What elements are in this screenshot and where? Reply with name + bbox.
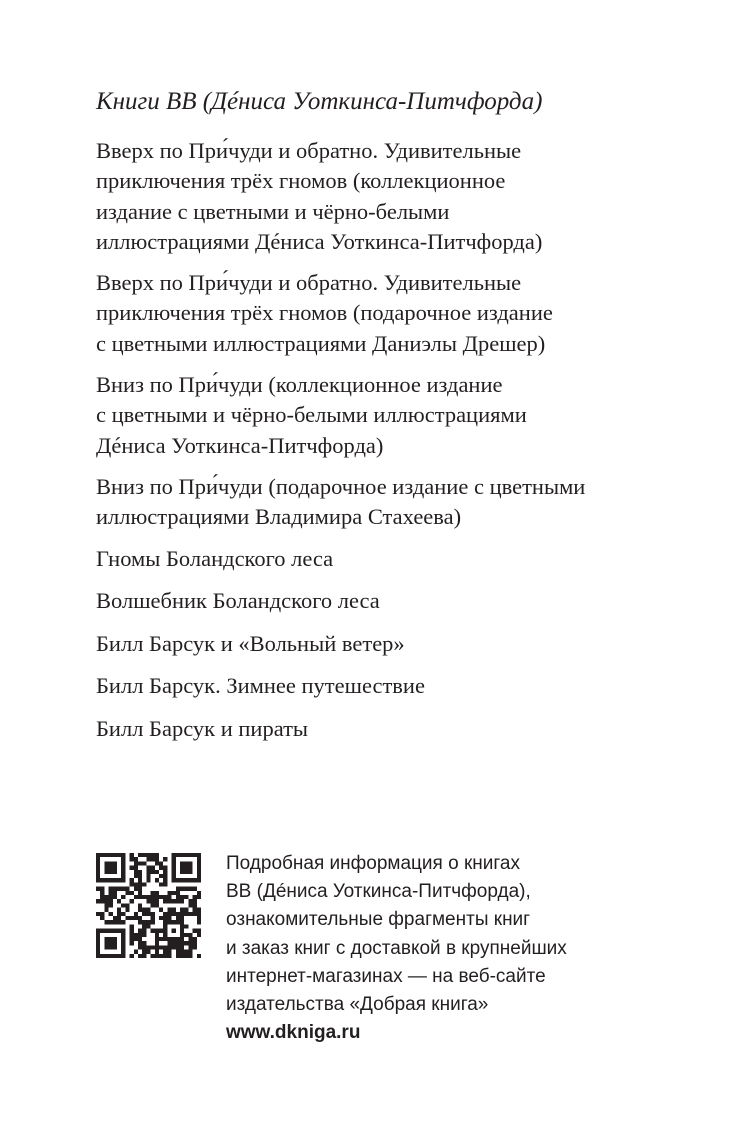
book-title-line: иллюстрациями Дéниса Уоткинса-Питчфорда) [96, 228, 543, 254]
book-title-line: Вниз по При́чуди (подарочное издание с цветными [96, 473, 586, 499]
book-item [96, 671, 676, 701]
book-list [96, 136, 676, 756]
info-line: Подробная информация о книгах [226, 853, 520, 874]
website-link[interactable]: www.dkniga.ru [226, 1022, 361, 1044]
info-line: издательства «Добрая книга» [226, 994, 489, 1016]
book-title-line: Вверх по При́чуди и обратно. Удивительные [96, 270, 522, 296]
book-item [96, 136, 676, 257]
book-title-line: Билл Барсук и «Вольный ветер» [96, 630, 405, 656]
book-item [96, 714, 676, 744]
book-title-line: Билл Барсук и пираты [96, 715, 309, 741]
book-title-line: Билл Барсук. Зимнее путешествие [96, 673, 425, 699]
book-item [96, 268, 676, 359]
book-item [96, 370, 676, 461]
book-page [96, 0, 666, 1123]
qr-code-icon[interactable] [96, 853, 201, 958]
section-title: Книги ВВ (Дéниса Уоткинса-Питчфорда) [96, 88, 543, 115]
book-item [96, 586, 676, 616]
book-title-line: Гномы Боландского леса [96, 545, 334, 571]
book-item [96, 544, 676, 574]
book-title-line: Дéниса Уоткинса-Питчфорда) [96, 432, 384, 458]
book-title-line: Вниз по При́чуди (коллекционное издание [96, 372, 503, 398]
book-item [96, 472, 676, 533]
book-title-line: Вверх по При́чуди и обратно. Удивительные [96, 138, 522, 163]
info-line: ВВ (Дéниса Уоткинса-Питчфорда), [226, 881, 531, 903]
book-item [96, 629, 676, 659]
info-line: интернет-магазинах — на веб-сайте [226, 965, 546, 987]
book-title-line: Волшебник Боландского леса [96, 588, 380, 614]
info-line: и заказ книг с доставкой в крупнейших [226, 937, 567, 959]
book-title-line: приключения трёх гномов (коллекционное [96, 168, 506, 194]
book-title-line: иллюстрациями Владимира Стахеева) [96, 504, 462, 530]
info-line: ознакомительные фрагменты книг [226, 909, 531, 931]
book-title-line: с цветными и чёрно-белыми иллюстрациями [96, 402, 527, 428]
book-title-line: приключения трёх гномов (подарочное издание [96, 300, 553, 326]
book-title-line: издание с цветными и чёрно-белыми [96, 198, 450, 224]
publisher-info [96, 850, 666, 1050]
book-title-line: с цветными иллюстрациями Даниэлы Дрешер) [96, 330, 546, 356]
info-text [226, 850, 666, 1047]
